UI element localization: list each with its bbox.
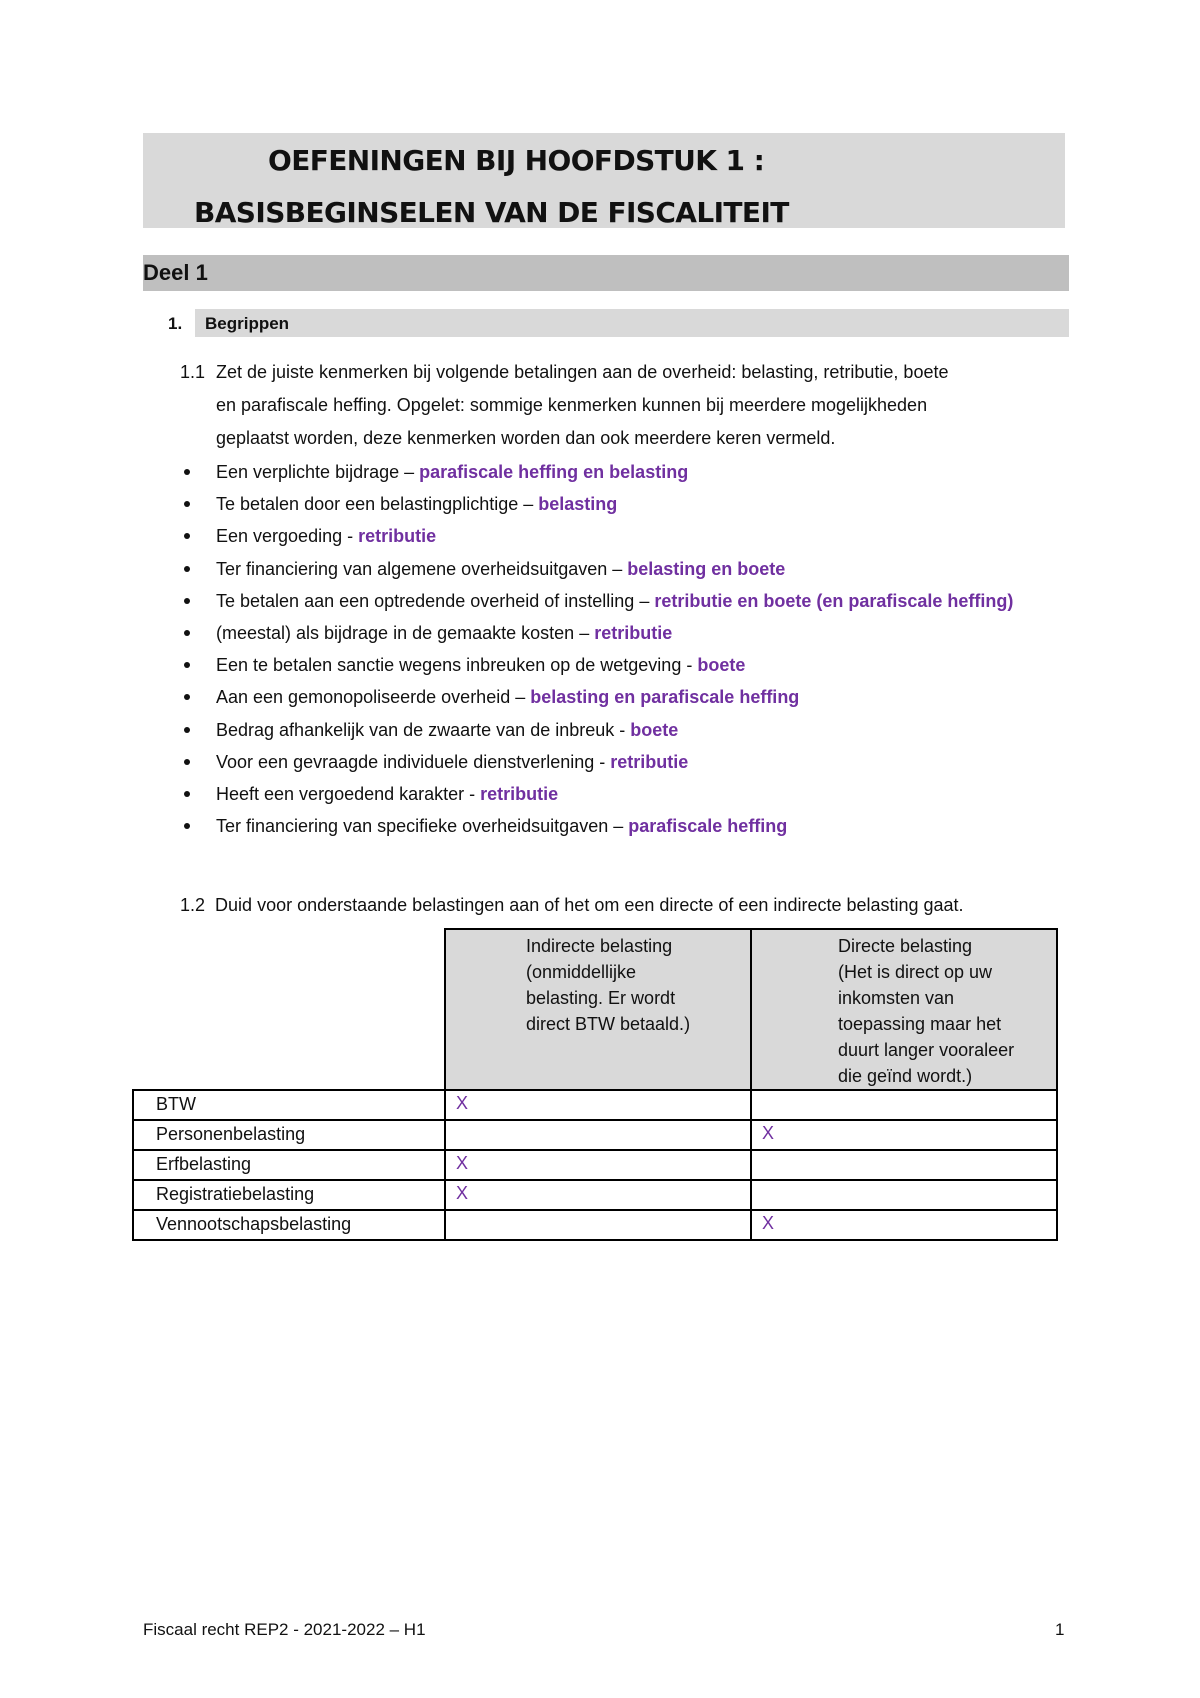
subsection-number: 1. [168, 314, 183, 333]
column-header-direct [751, 929, 1057, 1090]
direct-mark [751, 1090, 1057, 1120]
page-number: 1 [1055, 1620, 1065, 1639]
footer-text: Fiscaal recht REP2 - 2021-2022 – H1 [143, 1620, 426, 1639]
header-line: Indirecte belasting [526, 936, 673, 956]
item-text: Heeft een vergoedend karakter - [216, 783, 481, 804]
item-answer: retributie en boete (en parafiscale heffing) [654, 590, 1014, 611]
row-label: Vennootschapsbelasting [133, 1210, 445, 1240]
direct-mark: X [751, 1120, 1057, 1150]
subsection-label: Begrippen [205, 314, 290, 333]
row-label: Erfbelasting [133, 1150, 445, 1180]
table-row [133, 1210, 1057, 1240]
question-2-number: 1.2 [180, 895, 206, 915]
item-answer: belasting [538, 494, 618, 515]
item-answer: belasting en parafiscale heffing [530, 687, 800, 708]
direct-mark [751, 1180, 1057, 1210]
header-line: (Het is direct op uw [838, 962, 993, 982]
bullet-icon [184, 727, 190, 733]
list-item [180, 681, 1080, 713]
header-line: Directe belasting [838, 936, 973, 956]
table-row [133, 1120, 1057, 1150]
item-text: Ter financiering van specifieke overheidsuitgaven – [216, 816, 629, 837]
title-line-2: BASISBEGINSELEN VAN DE FISCALITEIT [194, 196, 789, 229]
bullet-icon [184, 694, 190, 700]
list-item [180, 746, 1080, 778]
bullet-icon [184, 533, 190, 539]
tax-type-table [132, 928, 1058, 1241]
indirect-mark [445, 1120, 751, 1150]
item-answer: boete [630, 719, 679, 740]
title-line-1: OEFENINGEN BIJ HOOFDSTUK 1 : [268, 144, 765, 177]
list-item [180, 456, 1080, 488]
item-answer: boete [697, 655, 746, 676]
question-1-line-2: en parafiscale heffing. Opgelet: sommige kenmerken kunnen bij meerdere mogelijkheden [216, 395, 928, 415]
item-text: Te betalen door een belastingplichtige – [216, 494, 539, 515]
item-text: Voor een gevraagde individuele dienstverlening - [216, 751, 611, 772]
item-text: Ter financiering van algemene overheidsuitgaven – [216, 558, 628, 579]
bullet-icon [184, 759, 190, 765]
question-1-line-1: Zet de juiste kenmerken bij volgende betalingen aan de overheid: belasting, retributie, boete [216, 362, 949, 382]
list-item [180, 714, 1080, 746]
bullet-icon [184, 823, 190, 829]
item-answer: belasting en boete [627, 558, 786, 579]
bullet-icon [184, 630, 190, 636]
item-text: Een verplichte bijdrage – [216, 462, 420, 482]
row-label: Personenbelasting [133, 1120, 445, 1150]
item-text: Te betalen aan een optredende overheid of instelling – [216, 590, 655, 611]
header-line: direct BTW betaald.) [526, 1014, 691, 1034]
bullet-icon [184, 791, 190, 797]
indirect-mark [445, 1210, 751, 1240]
list-item [180, 617, 1080, 649]
header-line: belasting. Er wordt [526, 988, 676, 1008]
item-answer: parafiscale heffing [628, 816, 788, 837]
item-answer: retributie [358, 526, 437, 547]
indirect-mark: X [445, 1180, 751, 1210]
question-1-number: 1.1 [180, 362, 206, 382]
list-item [180, 553, 1080, 585]
indirect-mark: X [445, 1150, 751, 1180]
direct-mark [751, 1150, 1057, 1180]
question-2 [180, 895, 964, 916]
list-item [180, 585, 1080, 617]
subsection-bar [195, 309, 1069, 337]
table-corner-cell [133, 929, 445, 1090]
bullet-icon [184, 566, 190, 572]
indirect-mark: X [445, 1090, 751, 1120]
question-2-text: Duid voor onderstaande belastingen aan of het om een directe of een indirecte belasting gaat. [215, 895, 964, 915]
item-text: Bedrag afhankelijk van de zwaarte van de inbreuk - [216, 719, 631, 740]
list-item [180, 810, 1080, 842]
item-text: Aan een gemonopoliseerde overheid – [216, 687, 531, 708]
header-line: (onmiddellijke [526, 962, 637, 982]
characteristics-list [180, 456, 1080, 842]
direct-mark: X [751, 1210, 1057, 1240]
item-answer: parafiscale heffing en belasting [419, 462, 689, 482]
item-text: Een te betalen sanctie wegens inbreuken op de wetgeving - [216, 655, 698, 676]
table-row [133, 1090, 1057, 1120]
item-text: Een vergoeding - [216, 526, 359, 547]
column-header-indirect [445, 929, 751, 1090]
header-line: toepassing maar het [838, 1014, 1002, 1034]
section-heading: Deel 1 [143, 260, 208, 285]
list-item [180, 488, 1080, 520]
table-row [133, 1150, 1057, 1180]
list-item [180, 649, 1080, 681]
question-1-line-3: geplaatst worden, deze kenmerken worden dan ook meerdere keren vermeld. [216, 428, 836, 448]
row-label: Registratiebelasting [133, 1180, 445, 1210]
bullet-icon [184, 469, 190, 475]
header-line: inkomsten van [838, 988, 955, 1008]
list-item [180, 778, 1080, 810]
row-label: BTW [133, 1090, 445, 1120]
header-line: die geïnd wordt.) [838, 1066, 973, 1086]
item-answer: retributie [594, 622, 673, 643]
item-text: (meestal) als bijdrage in de gemaakte kosten – [216, 622, 595, 643]
bullet-icon [184, 598, 190, 604]
item-answer: retributie [610, 751, 689, 772]
section-heading-bar [143, 255, 1069, 291]
bullet-icon [184, 501, 190, 507]
list-item [180, 520, 1080, 552]
table-row [133, 1180, 1057, 1210]
item-answer: retributie [480, 783, 559, 804]
bullet-icon [184, 662, 190, 668]
header-line: duurt langer vooraleer [838, 1040, 1015, 1060]
